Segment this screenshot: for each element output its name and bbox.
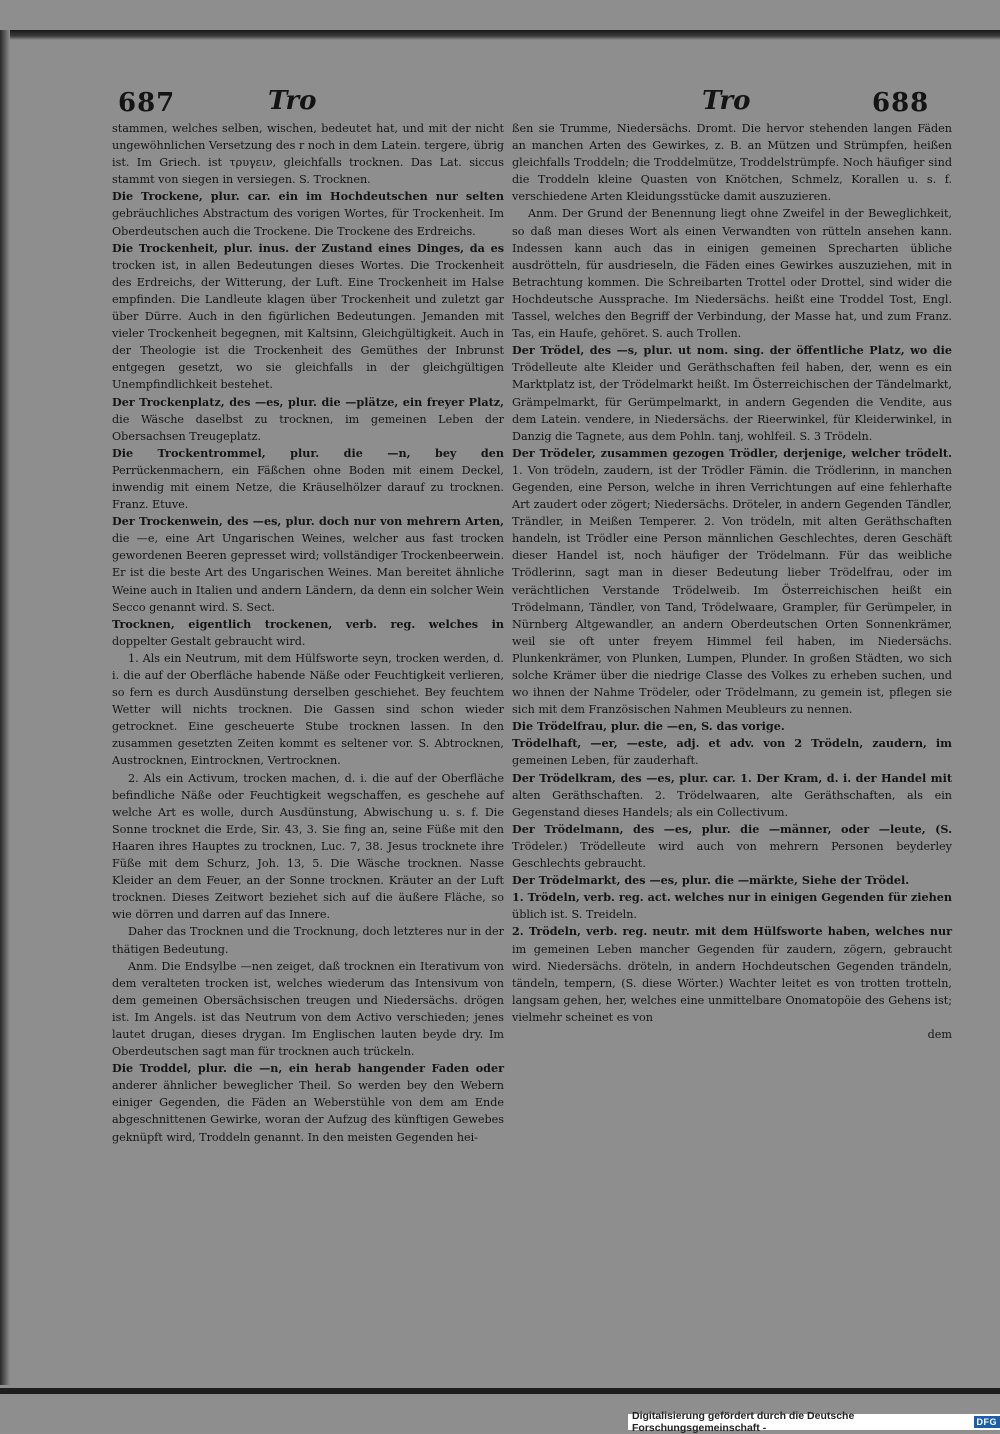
scan-edge-left (0, 30, 10, 1385)
dictionary-paragraph: Die Trockenheit, plur. inus. der Zustand eines Dinges, da es trocken ist, in allen Bedeutungen dieses Wortes. Die Trockenheit des Erdreichs, der Witterung, der Luft. Eine Trockenheit im Halse empfinden. Die Landleute klagen über Trockenheit und zuletzt gar über Dürre. Auch in den figürlichen Bedeutungen. Jemanden mit vieler Trockenheit begegnen, mit Kaltsinn, Gleichgültigkeit. Auch in der Theologie ist die Trockenheit des Gemüthes der Inbrunst entgegen gesetzt, wo sie gleichfalls in der gleichgültigen Unempfindlichkeit bestehet. (112, 240, 504, 394)
page-number-left: 687 (118, 88, 175, 118)
left-column (112, 120, 504, 1146)
footer-credit (628, 1414, 1000, 1430)
running-head-right: Tro (702, 86, 751, 116)
dictionary-paragraph: Daher das Trocknen und die Trocknung, doch letzteres nur in der thätigen Bedeutung. (112, 923, 504, 957)
dictionary-paragraph: Der Trödelkram, des —es, plur. car. 1. Der Kram, d. i. der Handel mit alten Geräthschaften. 2. Trödelwaaren, alte Geräthschaften, als ein Gegenstand dieses Handels; als ein Collectivum. (512, 770, 952, 821)
dictionary-paragraph: stammen, welches selben, wischen, bedeutet hat, und mit der nicht ungewöhnlichen Versetzung des r noch in dem Latein. tergere, übrig ist. Im Griech. ist τρυγειν, gleichfalls trocknen. Das Lat. siccus stammt von siegen in versiegen. S. Trocknen. (112, 120, 504, 188)
dictionary-paragraph: Der Trödeler, zusammen gezogen Trödler, derjenige, welcher trödelt. 1. Von trödeln, zaudern, ist der Trödler Fämin. die Trödlerinn, in manchen Gegenden, eine Person, welche in ihren Verrichtungen auf eine fehlerhafte Art zaudert oder zögert; Niedersächs. Dröteler, in andern Gegenden Tändler, Trändler, in Meißen Temperer. 2. Von trödeln, mit alten Geräthschaften handeln, ist Trödler eine Person männlichen Geschlechtes, deren Geschäft dieser Handel ist, noch häufiger der Trödelmann. Für das weibliche Trödlerinn, sagt man in dieser Bedeutung lieber Trödelfrau, oder im verächtlichen Verstande Trödelweib. Im Österreichischen heißt ein Trödelmann, Tändler, von Tand, Trödelwaare, Grampler, für Gerümpeler, in Nürnberg Altgewandler, an andern Oberdeutschen Orten Sonnenkrämer, weil sie oft unter freyem Himmel feil haben, im Niedersächs. Plunkenkrämer, von Plunken, Lumpen, Plunder. In großen Städten, wo sich solche Krämer über die niedrige Classe des Volkes zu erheben suchen, und wo ihnen der Nahme Trödeler, oder Trödelmann, zu gemein ist, pflegen sie sich mit dem Französischen Nahmen Meubleurs zu nennen. (512, 445, 952, 719)
dictionary-paragraph: Trödelhaft, —er, —este, adj. et adv. von 2 Trödeln, zaudern, im gemeinen Leben, für zauderhaft. (512, 735, 952, 769)
page-number-right: 688 (872, 88, 929, 118)
dictionary-paragraph: Die Trockentrommel, plur. die —n, bey den Perrückenmachern, ein Fäßchen ohne Boden mit einem Deckel, inwendig mit einem Netze, die Kräuselhölzer darauf zu trocknen. Franz. Etuve. (112, 445, 504, 513)
right-column (512, 120, 952, 1043)
dictionary-paragraph: Die Trödelfrau, plur. die —en, S. das vorige. (512, 718, 952, 735)
dictionary-paragraph: 1. Trödeln, verb. reg. act. welches nur in einigen Gegenden für ziehen üblich ist. S. Treideln. (512, 889, 952, 923)
dfg-logo: DFG (974, 1416, 1000, 1428)
dictionary-paragraph: 2. Trödeln, verb. reg. neutr. mit dem Hülfsworte haben, welches nur im gemeinen Leben mancher Gegenden für zaudern, zögern, gebraucht wird. Niedersächs. dröteln, in andern Hochdeutschen Gegenden trändeln, tändeln, tempern, (S. diese Wörter.) Wachter leitet es von trotten trotteln, langsam gehen, her, welches eine unmittelbare Onomatopöie des Gehens ist; vielmehr scheinet es von (512, 923, 952, 1026)
dictionary-paragraph: 2. Als ein Activum, trocken machen, d. i. die auf der Oberfläche befindliche Näße oder Feuchtigkeit wegschaffen, es geschehe auf welche Art es wolle, durch Ausdünstung, Abwischung u. s. f. Die Sonne trocknet die Erde, Sir. 43, 3. Sie fing an, seine Füße mit den Haaren ihres Hauptes zu trocknen, Luc. 7, 38. Jesus trocknete ihre Füße mit dem Schurz, Joh. 13, 5. Die Wäsche trocknen. Nasse Kleider an dem Feuer, an der Sonne trocknen. Kräuter an der Luft trocknen. Dieses Zeitwort beziehet sich auf die äußere Fläche, so wie dörren und darren auf das Innere. (112, 770, 504, 924)
footer-credit-text: Digitalisierung gefördert durch die Deutsche Forschungsgemeinschaft - (632, 1410, 969, 1434)
running-head-left: Tro (268, 86, 317, 116)
scan-edge-bottom (0, 1388, 1000, 1394)
dictionary-paragraph: Die Trockene, plur. car. ein im Hochdeutschen nur selten gebräuchliches Abstractum des vorigen Wortes, für Trockenheit. Im Oberdeutschen auch die Trockene. Die Trockene des Erdreichs. (112, 188, 504, 239)
dictionary-paragraph: ßen sie Trumme, Niedersächs. Dromt. Die hervor stehenden langen Fäden an manchen Arten des Gewirkes, z. B. an Mützen und Strümpfen, heißen gleichfalls Troddeln; die Troddelmütze, Troddelstrümpfe. Noch häufiger sind die Troddeln kleine Quasten von Knötchen, Schmelz, Korallen u. s. f. verschiedene Arten Kleidungsstücke damit auszuzieren. (512, 120, 952, 205)
dictionary-paragraph: dem (512, 1026, 952, 1043)
dictionary-paragraph: Die Troddel, plur. die —n, ein herab hangender Faden oder anderer ähnlicher beweglicher Theil. So werden bey den Webern einiger Gegenden, die Fäden an Weberstühle von dem am Ende abgeschnittenen Gewirke, woran der Aufzug des künftigen Gewebes geknüpft wird, Troddeln genannt. In den meisten Gegenden hei- (112, 1060, 504, 1145)
dictionary-paragraph: Der Trödel, des —s, plur. ut nom. sing. der öffentliche Platz, wo die Trödelleute alte Kleider und Geräthschaften feil haben, der, wenn es ein Marktplatz ist, der Trödelmarkt heißt. Im Österreichischen der Tändelmarkt, Grämpelmarkt, für Gerümpelmarkt, in andern Gegenden die Vendite, aus dem Latein. vendere, in Niedersächs. der Rieerwinkel, für Kleiderwinkel, in Danzig die Tagnete, aus dem Pohln. tanj, wohlfeil. S. 3 Trödeln. (512, 342, 952, 445)
dictionary-paragraph: Der Trödelmarkt, des —es, plur. die —märkte, Siehe der Trödel. (512, 872, 952, 889)
dictionary-paragraph: Trocknen, eigentlich trockenen, verb. reg. welches in doppelter Gestalt gebraucht wird. (112, 616, 504, 650)
dictionary-paragraph: Anm. Der Grund der Benennung liegt ohne Zweifel in der Beweglichkeit, so daß man dieses Wort als einen Verwandten von rütteln ansehen kann. Indessen kann auch das in einigen gemeinen Sprecharten übliche ausdrötteln, für ausdrieseln, die Fäden eines Gewirkes auszuziehen, mit in Betrachtung kommen. Die Schreibarten Trottel oder Drottel, sind wider die Hochdeutsche Aussprache. Im Niedersächs. heißt eine Troddel Tost, Engl. Tassel, welches den Begriff der Verbindung, der Masse hat, und zum Franz. Tas, ein Haufe, gehöret. S. auch Trollen. (512, 205, 952, 342)
dictionary-paragraph: Der Trockenwein, des —es, plur. doch nur von mehrern Arten, die —e, eine Art Ungarischen Weines, welcher aus fast trocken gewordenen Beeren gepresset wird; vollständiger Trockenbeerwein. Er ist die beste Art des Ungarischen Weines. Man bereitet ähnliche Weine auch in Italien und andern Ländern, da denn ein solcher Wein Secco genannt wird. S. Sect. (112, 513, 504, 616)
dictionary-paragraph: Anm. Die Endsylbe —nen zeiget, daß trocknen ein Iterativum von dem veralteten trocken ist, welches wiederum das Intensivum von dem gemeinen Obersächsischen treugen und Niedersächs. drögen ist. Im Angels. ist das Neutrum von dem Activo verschieden; jenes lautet drugan, dieses drygan. Im Englischen lauten beyde dry. Im Oberdeutschen sagt man für trocknen auch trückeln. (112, 958, 504, 1061)
dictionary-paragraph: Der Trockenplatz, des —es, plur. die —plätze, ein freyer Platz, die Wäsche daselbst zu trocknen, im gemeinen Leben der Obersachsen Treugeplatz. (112, 394, 504, 445)
dictionary-paragraph: 1. Als ein Neutrum, mit dem Hülfsworte seyn, trocken werden, d. i. die auf der Oberfläche habende Näße oder Feuchtigkeit verlieren, so fern es durch Ausdünstung derselben geschiehet. Bey feuchtem Wetter will nichts trocknen. Die Gassen sind schon wieder getrocknet. Eine gescheuerte Stube trocknen lassen. In den zusammen gesetzten Zeiten kommt es seltener vor. S. Abtrocknen, Austrocknen, Eintrocknen, Vertrocknen. (112, 650, 504, 770)
scan-edge-top (0, 30, 1000, 40)
dictionary-paragraph: Der Trödelmann, des —es, plur. die —männer, oder —leute, (S. Trödeler.) Trödelleute wird auch von mehrern Personen beyderley Geschlechts gebraucht. (512, 821, 952, 872)
